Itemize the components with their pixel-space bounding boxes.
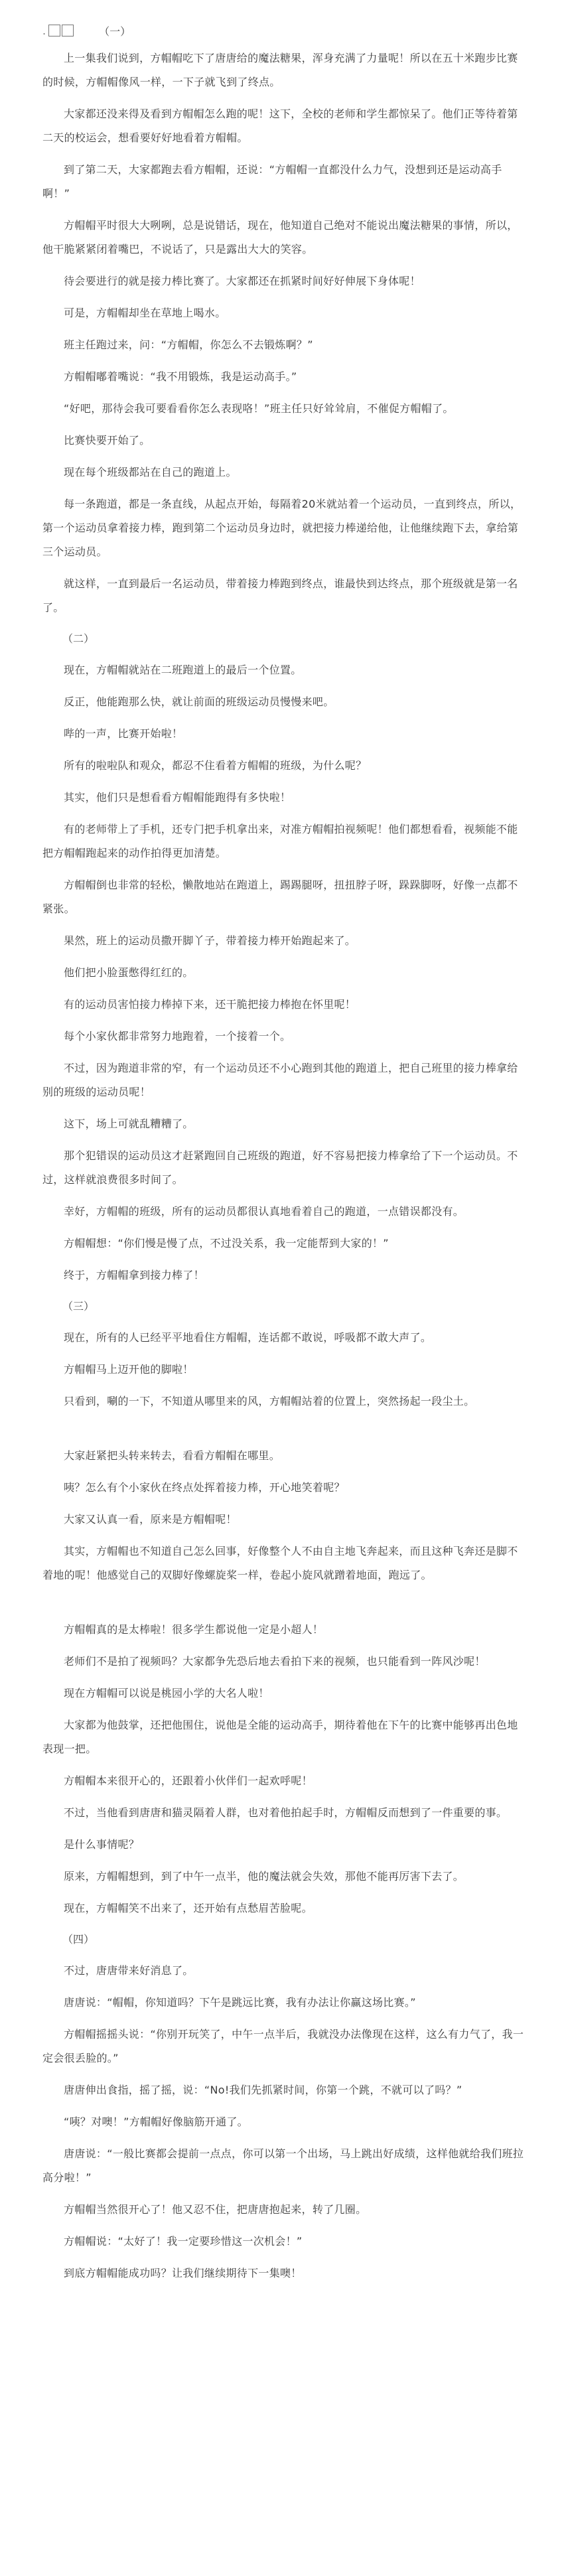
section-heading-three: （三） <box>62 1300 95 1313</box>
placeholder-box-icon <box>62 25 74 36</box>
section-one <box>42 46 526 620</box>
paragraph: 可是，方帽帽却坐在草地上喝水。 <box>64 307 226 319</box>
paragraph: 大家都还没来得及看到方帽帽怎么跑的呢！这下，全校的老师和学生都惊呆了。他们正等待着第二天的校运会，想看要好好地看着方帽帽。 <box>42 107 518 144</box>
paragraph: 现在，方帽帽就站在二班跑道上的最后一个位置。 <box>64 664 302 676</box>
paragraph: 大家都为他鼓掌，还把他围住，说他是全能的运动高手，期待着他在下午的比赛中能够再出色地表现一把。 <box>42 1719 518 1755</box>
section-two <box>42 658 526 1287</box>
section-four <box>42 1959 526 2285</box>
chapter-title: （一） <box>99 25 131 38</box>
paragraph: 不过，当他看到唐唐和猫灵隔着人群，也对着他拍起手时，方帽帽反而想到了一件重要的事。 <box>64 1806 508 1819</box>
paragraph: 方帽帽说：“太好了！我一定要珍惜这一次机会！” <box>64 2235 303 2248</box>
paragraph: 方帽帽马上迈开他的脚啦！ <box>64 1363 194 1376</box>
paragraph: 待会要进行的就是接力棒比赛了。大家都还在抓紧时间好好伸展下身体呢！ <box>64 275 421 287</box>
paragraph: 老师们不是拍了视频吗？大家都争先恐后地去看拍下来的视频，也只能看到一阵风沙呢！ <box>64 1655 486 1668</box>
paragraph: 大家又认真一看，原来是方帽帽呢！ <box>64 1513 237 1526</box>
paragraph: “好吧，那待会我可要看看你怎么表现咯！”班主任只好耸耸肩，不催促方帽帽了。 <box>64 402 454 415</box>
paragraph: 方帽帽嘟着嘴说：“我不用锻炼，我是运动高手。” <box>64 370 297 383</box>
paragraph: 每一条跑道，都是一条直线，从起点开始，每隔着20米就站着一个运动员，一直到终点，所以，第一个运动员拿着接力棒，跑到第二个运动员身边时，就把接力棒递给他，让他继续跑下去，拿给第三个运动员。 <box>42 498 522 558</box>
paragraph: 方帽帽当然很开心了！他又忍不住，把唐唐抱起来，转了几圈。 <box>64 2203 367 2216</box>
blank-gap <box>42 1421 526 1441</box>
paragraph: 不过，唐唐带来好消息了。 <box>64 1964 194 1977</box>
paragraph: 终于，方帽帽拿到接力棒了！ <box>64 1269 204 1281</box>
placeholder-box-icon <box>48 25 60 36</box>
section-heading-four: （四） <box>62 1933 95 1946</box>
section-heading-two: （二） <box>62 632 95 645</box>
paragraph: 果然，班上的运动员撒开脚丫子，带着接力棒开始跑起来了。 <box>64 934 356 947</box>
paragraph: 上一集我们说到，方帽帽吃下了唐唐给的魔法糖果，浑身充满了力量呢！所以在五十米跑步比赛的时候，方帽帽像风一样，一下子就飞到了终点。 <box>42 52 518 88</box>
paragraph: 方帽帽摇摇头说：“你别开玩笑了，中午一点半后，我就没办法像现在这样，这么有力气了，我一定会很丢脸的。” <box>42 2028 524 2064</box>
paragraph: 幸好，方帽帽的班级，所有的运动员都很认真地看着自己的跑道，一点错误都没有。 <box>64 1205 464 1218</box>
paragraph: 唐唐伸出食指，摇了摇，说：“No!我们先抓紧时间，你第一个跳，不就可以了吗？” <box>64 2084 462 2096</box>
paragraph: 反正，他能跑那么快，就让前面的班级运动员慢慢来吧。 <box>64 695 334 708</box>
paragraph: 现在方帽帽可以说是桃园小学的大名人啦！ <box>64 1687 269 1699</box>
blank-gap <box>42 1595 526 1615</box>
paragraph: 原来，方帽帽想到，到了中午一点半，他的魔法就会失效，那他不能再厉害下去了。 <box>64 1870 464 1883</box>
chapter-header <box>42 17 526 44</box>
paragraph: 每个小家伙都非常努力地跑着，一个接着一个。 <box>64 1030 291 1042</box>
paragraph: 现在，方帽帽笑不出来了，还开始有点愁眉苦脸呢。 <box>64 1902 313 1914</box>
paragraph: 方帽帽真的是太棒啦！很多学生都说他一定是小超人！ <box>64 1623 324 1636</box>
paragraph: 方帽帽倒也非常的轻松，懒散地站在跑道上，踢踢腿呀，扭扭脖子呀，跺跺脚呀，好像一点都不紧张。 <box>42 879 518 915</box>
paragraph: 比赛快要开始了。 <box>64 434 151 447</box>
paragraph: 他们把小脸蛋憋得红红的。 <box>64 966 194 979</box>
paragraph: “咦？对噢！”方帽帽好像脑筋开通了。 <box>64 2115 248 2128</box>
paragraph: 有的运动员害怕接力棒掉下来，还干脆把接力棒抱在怀里呢！ <box>64 998 356 1011</box>
paragraph: 班主任跑过来，问：“方帽帽，你怎么不去锻炼啊？” <box>64 338 313 351</box>
paragraph: 大家赶紧把头转来转去，看看方帽帽在哪里。 <box>64 1449 281 1462</box>
paragraph: 哔的一声，比赛开始啦！ <box>64 727 183 740</box>
section-three <box>42 1326 526 1920</box>
paragraph: 方帽帽想：“你们慢是慢了点，不过没关系，我一定能帮到大家的！” <box>64 1237 389 1250</box>
paragraph: 不过，因为跑道非常的窄，有一个运动员还不小心跑到其他的跑道上，把自己班里的接力棒拿给别的班级的运动员呢！ <box>42 1062 518 1098</box>
paragraph: 方帽帽本来很开心的，还跟着小伙伴们一起欢呼呢！ <box>64 1774 313 1787</box>
paragraph: 是什么事情呢？ <box>64 1838 140 1851</box>
paragraph: 唐唐说：“帽帽，你知道吗？下午是跳远比赛，我有办法让你赢这场比赛。” <box>64 1996 416 2009</box>
paragraph: 方帽帽平时很大大咧咧，总是说错话，现在，他知道自己绝对不能说出魔法糖果的事情，所以，他干脆紧紧闭着嘴巴，不说话了，只是露出大大的笑容。 <box>42 219 518 255</box>
paragraph: 所有的啦啦队和观众，都忍不住看着方帽帽的班级，为什么呢？ <box>64 759 367 772</box>
paragraph: 其实，方帽帽也不知道自己怎么回事，好像整个人不由自主地飞奔起来，而且这种飞奔还是脚不着地的呢！他感觉自己的双脚好像螺旋桨一样，卷起小旋风就蹭着地面，跑远了。 <box>42 1545 518 1581</box>
paragraph: 只看到，唰的一下，不知道从哪里来的风，方帽帽站着的位置上，突然扬起一段尘土。 <box>64 1395 475 1407</box>
paragraph: 到底方帽帽能成功吗？让我们继续期待下一集噢！ <box>64 2267 302 2279</box>
paragraph: 现在，所有的人已经平平地看住方帽帽，连话都不敢说，呼吸都不敢大声了。 <box>64 1331 432 1344</box>
paragraph: 其实，他们只是想看看方帽帽能跑得有多快啦！ <box>64 791 291 804</box>
paragraph: 唐唐说：“一般比赛都会提前一点点，你可以第一个出场，马上跳出好成绩，这样他就给我们班拉高分啦！” <box>42 2147 524 2184</box>
paragraph: 到了第二天，大家都跑去看方帽帽，还说：“方帽帽一直都没什么力气，没想到还是运动高手啊！” <box>42 163 502 200</box>
header-dot: . <box>42 24 46 37</box>
paragraph: 有的老师带上了手机，还专门把手机拿出来，对准方帽帽拍视频呢！他们都想看看，视频能不能把方帽帽跑起来的动作拍得更加清楚。 <box>42 823 518 859</box>
paragraph: 现在每个班级都站在自己的跑道上。 <box>64 466 237 478</box>
paragraph: 这下，场上可就乱糟糟了。 <box>64 1117 194 1130</box>
paragraph: 咦？怎么有个小家伙在终点处挥着接力棒，开心地笑着呢？ <box>64 1481 345 1494</box>
paragraph: 就这样，一直到最后一名运动员，带着接力棒跑到终点，谁最快到达终点，那个班级就是第一名了。 <box>42 577 518 614</box>
paragraph: 那个犯错误的运动员这才赶紧跑回自己班级的跑道，好不容易把接力棒拿给了下一个运动员。不过，这样就浪费很多时间了。 <box>42 1149 518 1186</box>
